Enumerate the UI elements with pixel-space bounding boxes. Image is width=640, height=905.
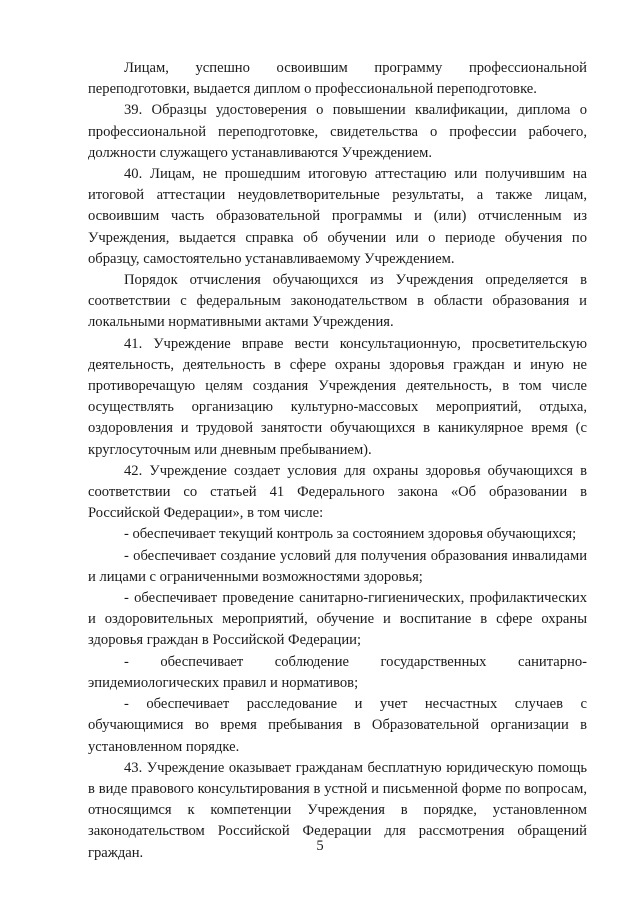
document-body	[88, 58, 587, 864]
paragraph-diploma: Лицам, успешно освоившим программу профессиональной переподготовки, выдается диплом о профессиональной переподготовке.	[88, 60, 587, 98]
paragraph-40: 40. Лицам, не прошедшим итоговую аттестацию или получившим на итоговой аттестации неудовлетворительные результаты, а также лицам, освоившим часть образовательной программы и (или) отчисленным из Учреждения, выдается справка об обучении или о периоде обучения по образцу, самостоятельно устанавливаемому Учреждением.	[88, 166, 587, 267]
paragraph-expulsion: Порядок отчисления обучающихся из Учреждения определяется в соответствии с федеральным законодательством в области образования и локальными нормативными актами Учреждения.	[88, 272, 587, 331]
list-item-education-conditions: - обеспечивает создание условий для получения образования инвалидами и лицами с ограниченными возможностями здоровья;	[88, 547, 587, 585]
paragraph-41: 41. Учреждение вправе вести консультационную, просветительскую деятельность, деятельность в сфере охраны здоровья граждан и иную не противоречащую целям создания Учреждения деятельность, в том числе осуществлять организацию культурно-массовых мероприятий, отдыха, оздоровления и трудовой занятости обучающихся в каникулярное время (с круглосуточным или дневным пребыванием).	[88, 335, 587, 458]
list-item-sanitary-measures: - обеспечивает проведение санитарно-гигиенических, профилактических и оздоровительных мероприятий, обучение и воспитание в сфере охраны здоровья граждан в Российской Федерации;	[88, 590, 587, 649]
list-item-accident-investigation: - обеспечивает расследование и учет несчастных случаев с обучающимися во время пребывания в Образовательной организации в установленном порядке.	[88, 696, 587, 755]
paragraph-43: 43. Учреждение оказывает гражданам бесплатную юридическую помощь в виде правового консультирования в устной и письменной форме по вопросам, относящимся к компетенции Учреждения в порядке, установленном законодательством Российской Федерации для рассмотрения обращений граждан.	[88, 759, 587, 861]
paragraph-39: 39. Образцы удостоверения о повышении квалификации, диплома о профессиональной переподготовке, свидетельства о профессии рабочего, должности служащего устанавливаются Учреждением.	[88, 102, 587, 161]
page-number: 5	[316, 838, 324, 854]
paragraph-42: 42. Учреждение создает условия для охраны здоровья обучающихся в соответствии со статьей 41 Федерального закона «Об образовании в Российской Федерации», в том числе:	[88, 462, 587, 522]
list-item-health-control: - обеспечивает текущий контроль за состоянием здоровья обучающихся;	[124, 526, 577, 543]
list-item-sanitary-rules: - обеспечивает соблюдение государственных санитарно-эпидемиологических правил и нормативов;	[88, 653, 587, 691]
